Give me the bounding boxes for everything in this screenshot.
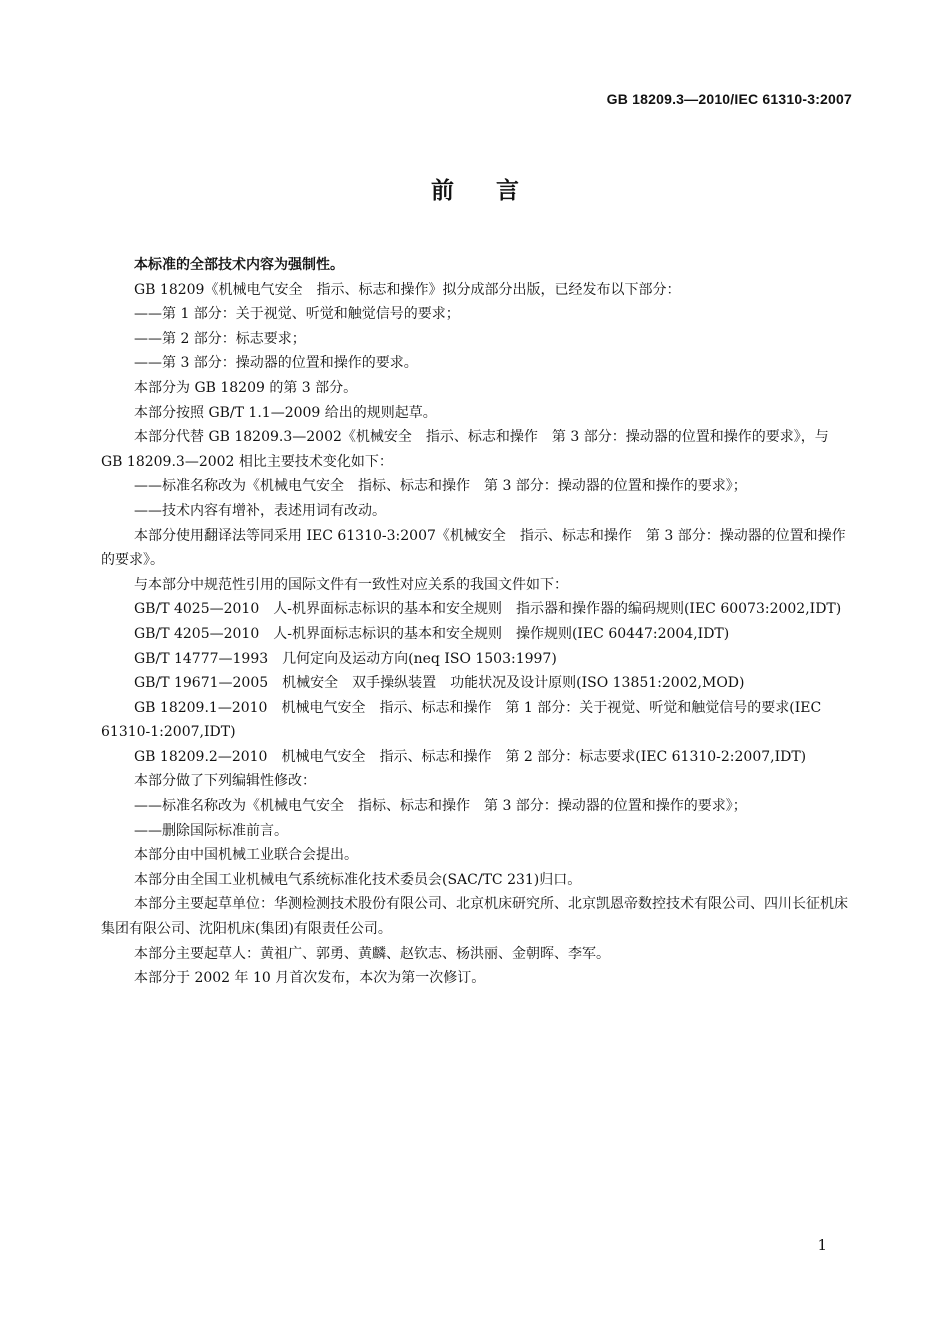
list-item: ——第 2 部分：标志要求； [134,330,306,347]
paragraph: 本部分由中国机械工业联合会提出。 [134,847,358,864]
paragraph: 本部分做了下列编辑性修改： [134,773,316,790]
paragraph: 与本部分中规范性引用的国际文件有一致性对应关系的我国文件如下： [134,576,568,593]
paragraph: GB 18209《机械电气安全 指示、标志和操作》拟分成部分出版，已经发布以下部分： [134,281,681,298]
page-title: 前言 [431,177,561,204]
paragraph: 本部分主要起草单位：华测检测技术股份有限公司、北京机床研究所、北京凯恩帝数控技术有限公司、四川长征机床集团有限公司、沈阳机床(集团)有限责任公司。 [101,896,848,938]
list-item: ——删除国际标准前言。 [134,822,288,839]
paragraph: 本部分代替 GB 18209.3—2002《机械安全 指示、标志和操作 第 3 部分：操动器的位置和操作的要求》，与 GB 18209.3—2002 相比主要技术变化如下： [101,429,829,470]
paragraph: 本部分使用翻译法等同采用 IEC 61310-3:2007《机械安全 指示、标志和操作 第 3 部分：操动器的位置和操作的要求》。 [101,527,846,569]
reference-item: GB 18209.2—2010 机械电气安全 指示、标志和操作 第 2 部分：标志要求(IEC 61310-2:2007,IDT) [134,748,807,765]
reference-item: GB 18209.1—2010 机械电气安全 指示、标志和操作 第 1 部分：关于视觉、听觉和触觉信号的要求(IEC 61310-1:2007,IDT) [101,699,822,741]
standard-code-header: GB 18209.3—2010/IEC 61310-3:2007 [606,91,852,107]
paragraph: 本部分按照 GB/T 1.1—2009 给出的规则起草。 [134,404,437,421]
foreword-body [101,253,851,991]
paragraph: 本部分由全国工业机械电气系统标准化技术委员会(SAC/TC 231)归口。 [134,871,582,888]
reference-item: GB/T 14777—1993 几何定向及运动方向(neq ISO 1503:1997) [134,650,557,667]
reference-item: GB/T 19671—2005 机械安全 双手操纵装置 功能状况及设计原则(ISO 13851:2002,MOD) [134,675,745,692]
list-item: ——标准名称改为《机械电气安全 指标、标志和操作 第 3 部分：操动器的位置和操作的要求》； [134,798,747,815]
list-item: ——第 1 部分：关于视觉、听觉和触觉信号的要求； [134,306,460,323]
list-item: ——技术内容有增补，表述用词有改动。 [134,502,386,519]
reference-item: GB/T 4025—2010 人-机界面标志标识的基本和安全规则 指示器和操作器的编码规则(IEC 60073:2002,IDT) [134,601,842,618]
paragraph: 本部分为 GB 18209 的第 3 部分。 [134,379,358,396]
paragraph: 本部分于 2002 年 10 月首次发布，本次为第一次修订。 [134,970,486,987]
list-item: ——第 3 部分：操动器的位置和操作的要求。 [134,355,418,372]
paragraph: 本部分主要起草人：黄祖广、郭勇、黄麟、赵钦志、杨洪丽、金朝晖、李军。 [134,945,610,962]
list-item: ——标准名称改为《机械电气安全 指标、标志和操作 第 3 部分：操动器的位置和操作的要求》； [134,478,747,495]
reference-item: GB/T 4205—2010 人-机界面标志标识的基本和安全规则 操作规则(IEC 60447:2004,IDT) [134,625,730,642]
mandatory-statement: 本标准的全部技术内容为强制性。 [134,257,344,273]
page-number: 1 [817,1236,827,1254]
